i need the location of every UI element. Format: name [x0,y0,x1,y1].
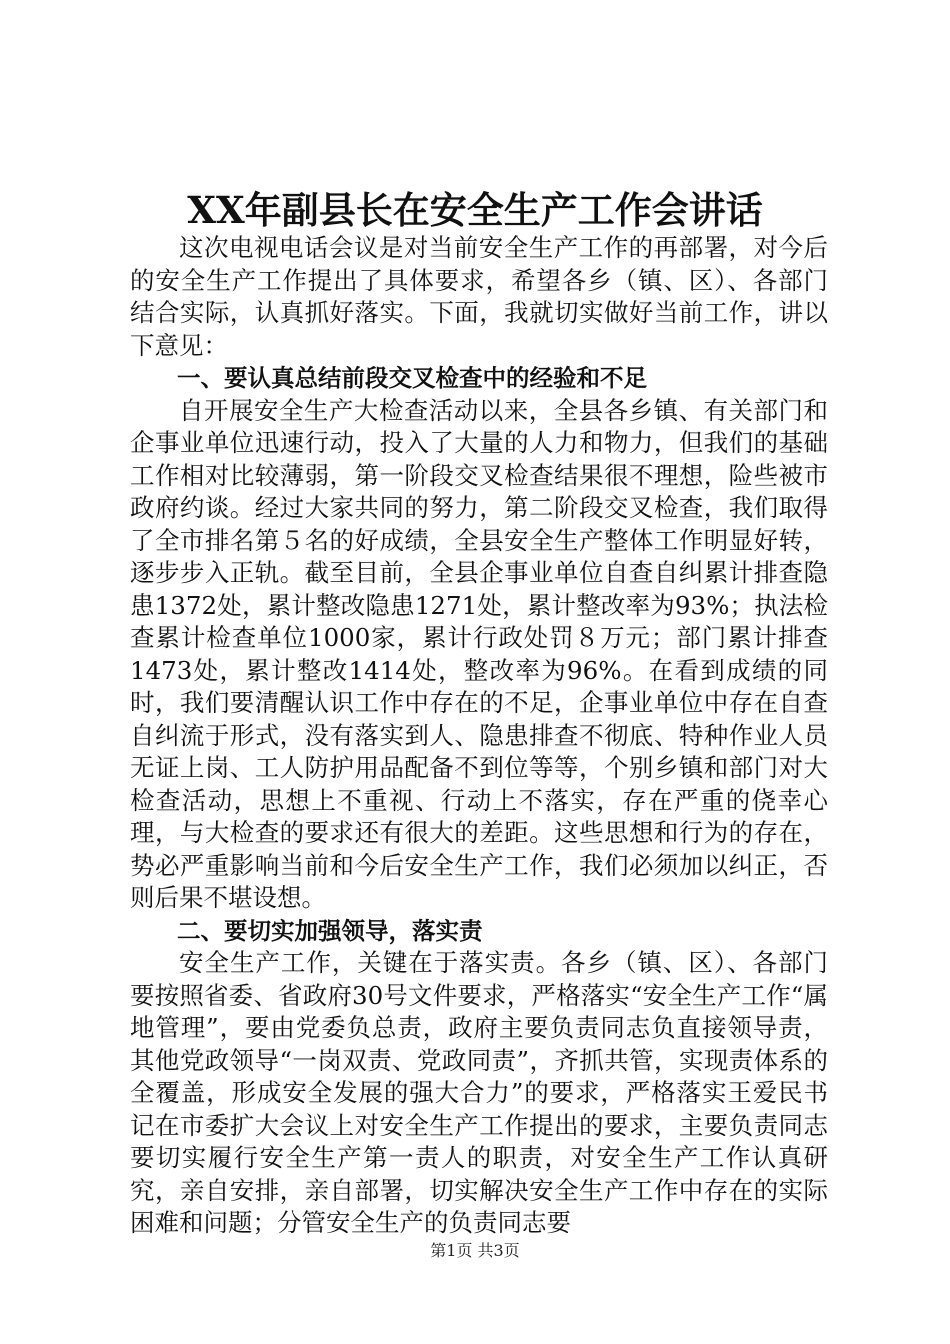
document-body [130,232,828,1240]
document-title: XX年副县长在安全生产工作会讲话 [187,188,763,232]
page-footer: 第1页 共3页 [430,1241,520,1260]
intro-paragraph: 这次电视电话会议是对当前安全生产工作的再部署，对今后的安全生产工作提出了具体要求，希望各乡（镇、区）、各部门结合实际，认真抓好落实。下面，我就切实做好当前工作，讲以下意见： [130,233,828,360]
section-1-heading: 一、要认真总结前段交叉检查中的经验和不足 [177,364,647,392]
section-2-heading: 二、要切实加强领导，落实责 [177,916,483,945]
section-1-paragraph: 自开展安全生产大检查活动以来，全县各乡镇、有关部门和企事业单位迅速行动，投入了大量的人力和物力，但我们的基础工作相对比较薄弱，第一阶段交叉检查结果很不理想，险些被市政府约谈。经过大家共同的努力，第二阶段交叉检查，我们取得了全市排名第５名的好成绩，全县安全生产整体工作明显好转，逐步步入正轨。截至目前，全县企事业单位自查自纠累计排查隐患1372处，累计整改隐患1271处，累计整改率为93%；执法检查累计检查单位1000家，累计行政处罚８万元；部门累计排查1473处，累计整改1414处，整改率为96%。在看到成绩的同时，我们要清醒认识工作中存在的不足，企事业单位中存在自查自纠流于形式，没有落实到人、隐患排查不彻底、特种作业人员无证上岗、工人防护用品配备不到位等等，个别乡镇和部门对大检查活动，思想上不重视、行动上不落实，存在严重的侥幸心理，与大检查的要求还有很大的差距。这些思想和行为的存在，势必严重影响当前和今后安全生产工作，我们必须加以纠正，否则后果不堪设想。 [130,395,828,912]
section-2-paragraph: 安全生产工作，关键在于落实责。各乡（镇、区）、各部门要按照省委、省政府30号文件要求，严格落实“安全生产工作“属地管理”，要由党委负总责，政府主要负责同志负直接领导责，其他党政领导“一岗双责、党政同责”，齐抓共管，实现责体系的全覆盖，形成安全发展的强大合力”的要求，严格落实王爱民书记在市委扩大会议上对安全生产工作提出的要求，主要负责同志要切实履行安全生产第一责人的职责，对安全生产工作认真研究，亲自安排，亲自部署，切实解决安全生产工作中存在的实际困难和问题；分管安全生产的负责同志要 [130,948,828,1237]
